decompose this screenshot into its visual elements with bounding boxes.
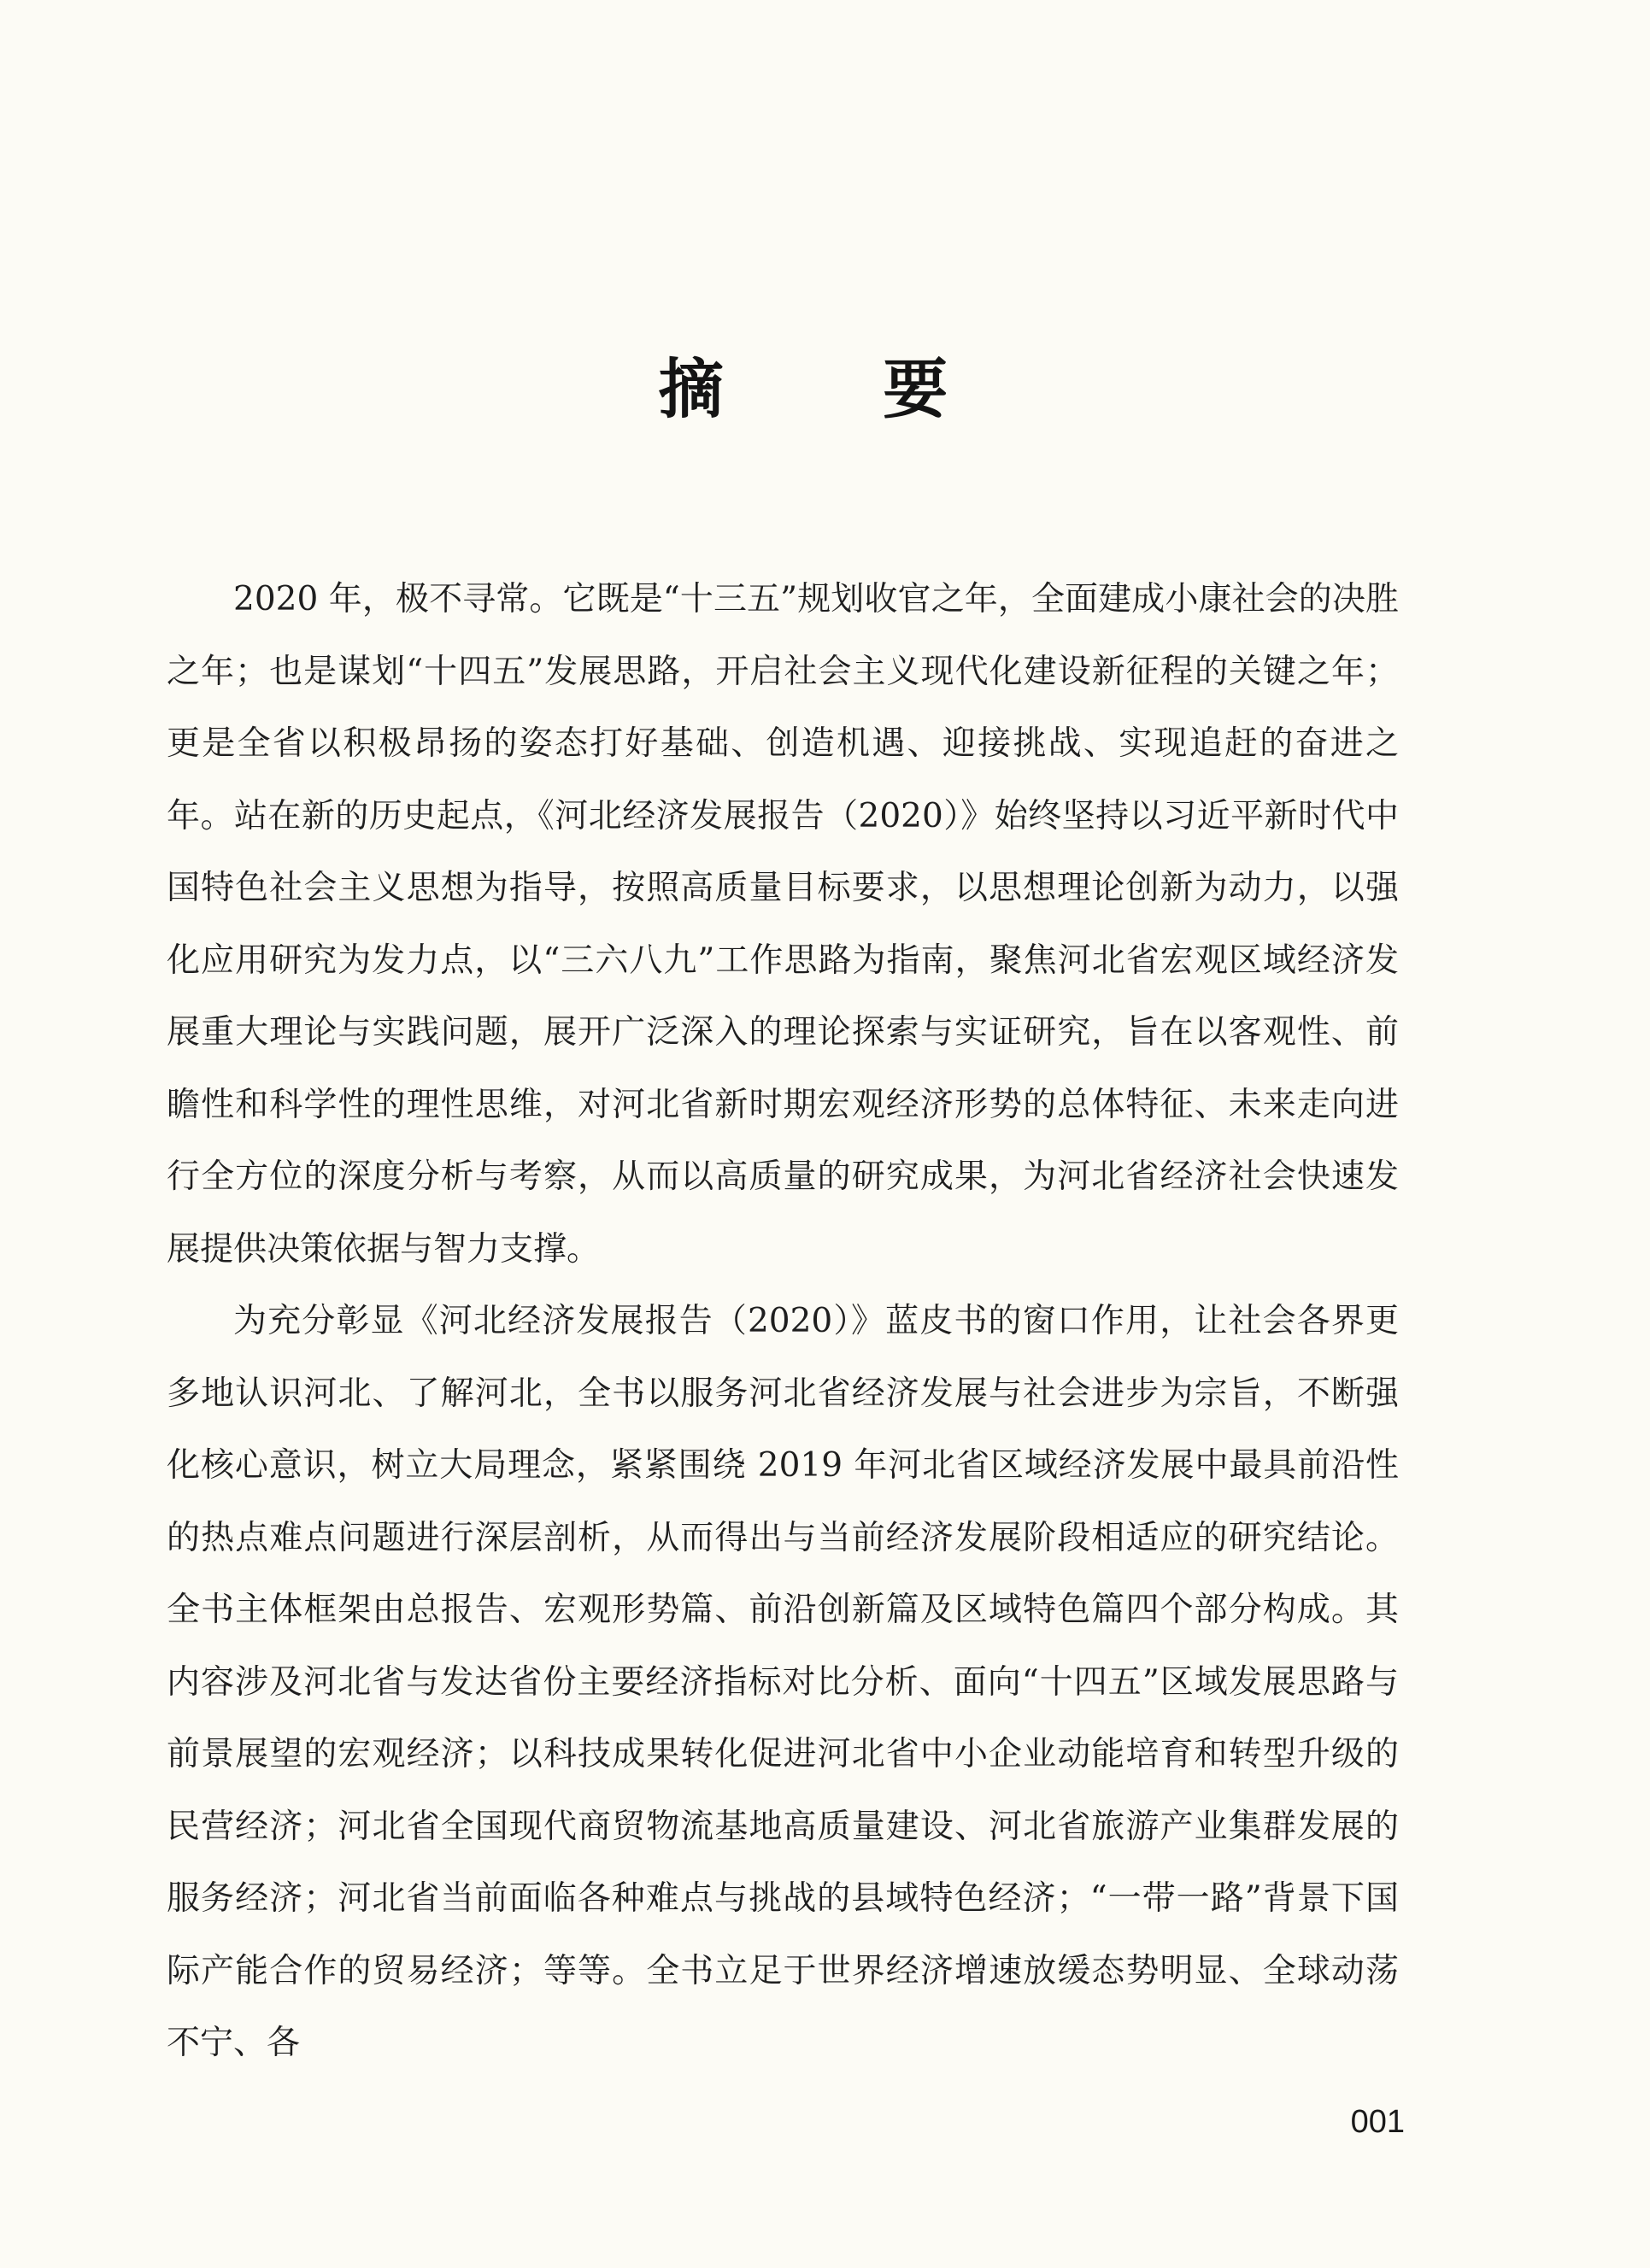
paragraph-1: 2020 年，极不寻常。它既是“十三五”规划收官之年，全面建成小康社会的决胜之年；也是谋划“十四五”发展思路，开启社会主义现代化建设新征程的关键之年；更是全省以积极昂扬的姿态打好基础、创造机遇、迎接挑战、实现追赶的奋进之年。站在新的历史起点，《河北经济发展报告（2020）》始终坚持以习近平新时代中国特色社会主义思想为指导，按照高质量目标要求，以思想理论创新为动力，以强化应用研究为发力点，以“三六八九”工作思路为指南，聚焦河北省宏观区域经济发展重大理论与实践问题，展开广泛深入的理论探索与实证研究，旨在以客观性、前瞻性和科学性的理性思维，对河北省新时期宏观经济形势的总体特征、未来走向进行全方位的深度分析与考察，从而以高质量的研究成果，为河北省经济社会快速发展提供决策依据与智力支撑。 [167, 580, 1399, 1269]
paragraph-2: 为充分彰显《河北经济发展报告（2020）》蓝皮书的窗口作用，让社会各界更多地认识河北、了解河北，全书以服务河北省经济发展与社会进步为宗旨，不断强化核心意识，树立大局理念，紧紧围绕 2019 年河北省区域经济发展中最具前沿性的热点难点问题进行深层剖析，从而得出与当前经济发展阶段相适应的研究结论。全书主体框架由总报告、宏观形势篇、前沿创新篇及区域特色篇四个部分构成。其内容涉及河北省与发达省份主要经济指标对比分析、面向“十四五”区域发展思路与前景展望的宏观经济；以科技成果转化促进河北省中小企业动能培育和转型升级的民营经济；河北省全国现代商贸物流基地高质量建设、河北省旅游产业集群发展的服务经济；河北省当前面临各种难点与挑战的县域特色经济；“一带一路”背景下国际产能合作的贸易经济；等等。全书立足于世界经济增速放缓态势明显、全球动荡不宁、各 [167, 1302, 1399, 2062]
page-number: 001 [1350, 2104, 1405, 2140]
abstract-body [167, 564, 1399, 2080]
page-title: 摘 要 [658, 351, 1017, 427]
